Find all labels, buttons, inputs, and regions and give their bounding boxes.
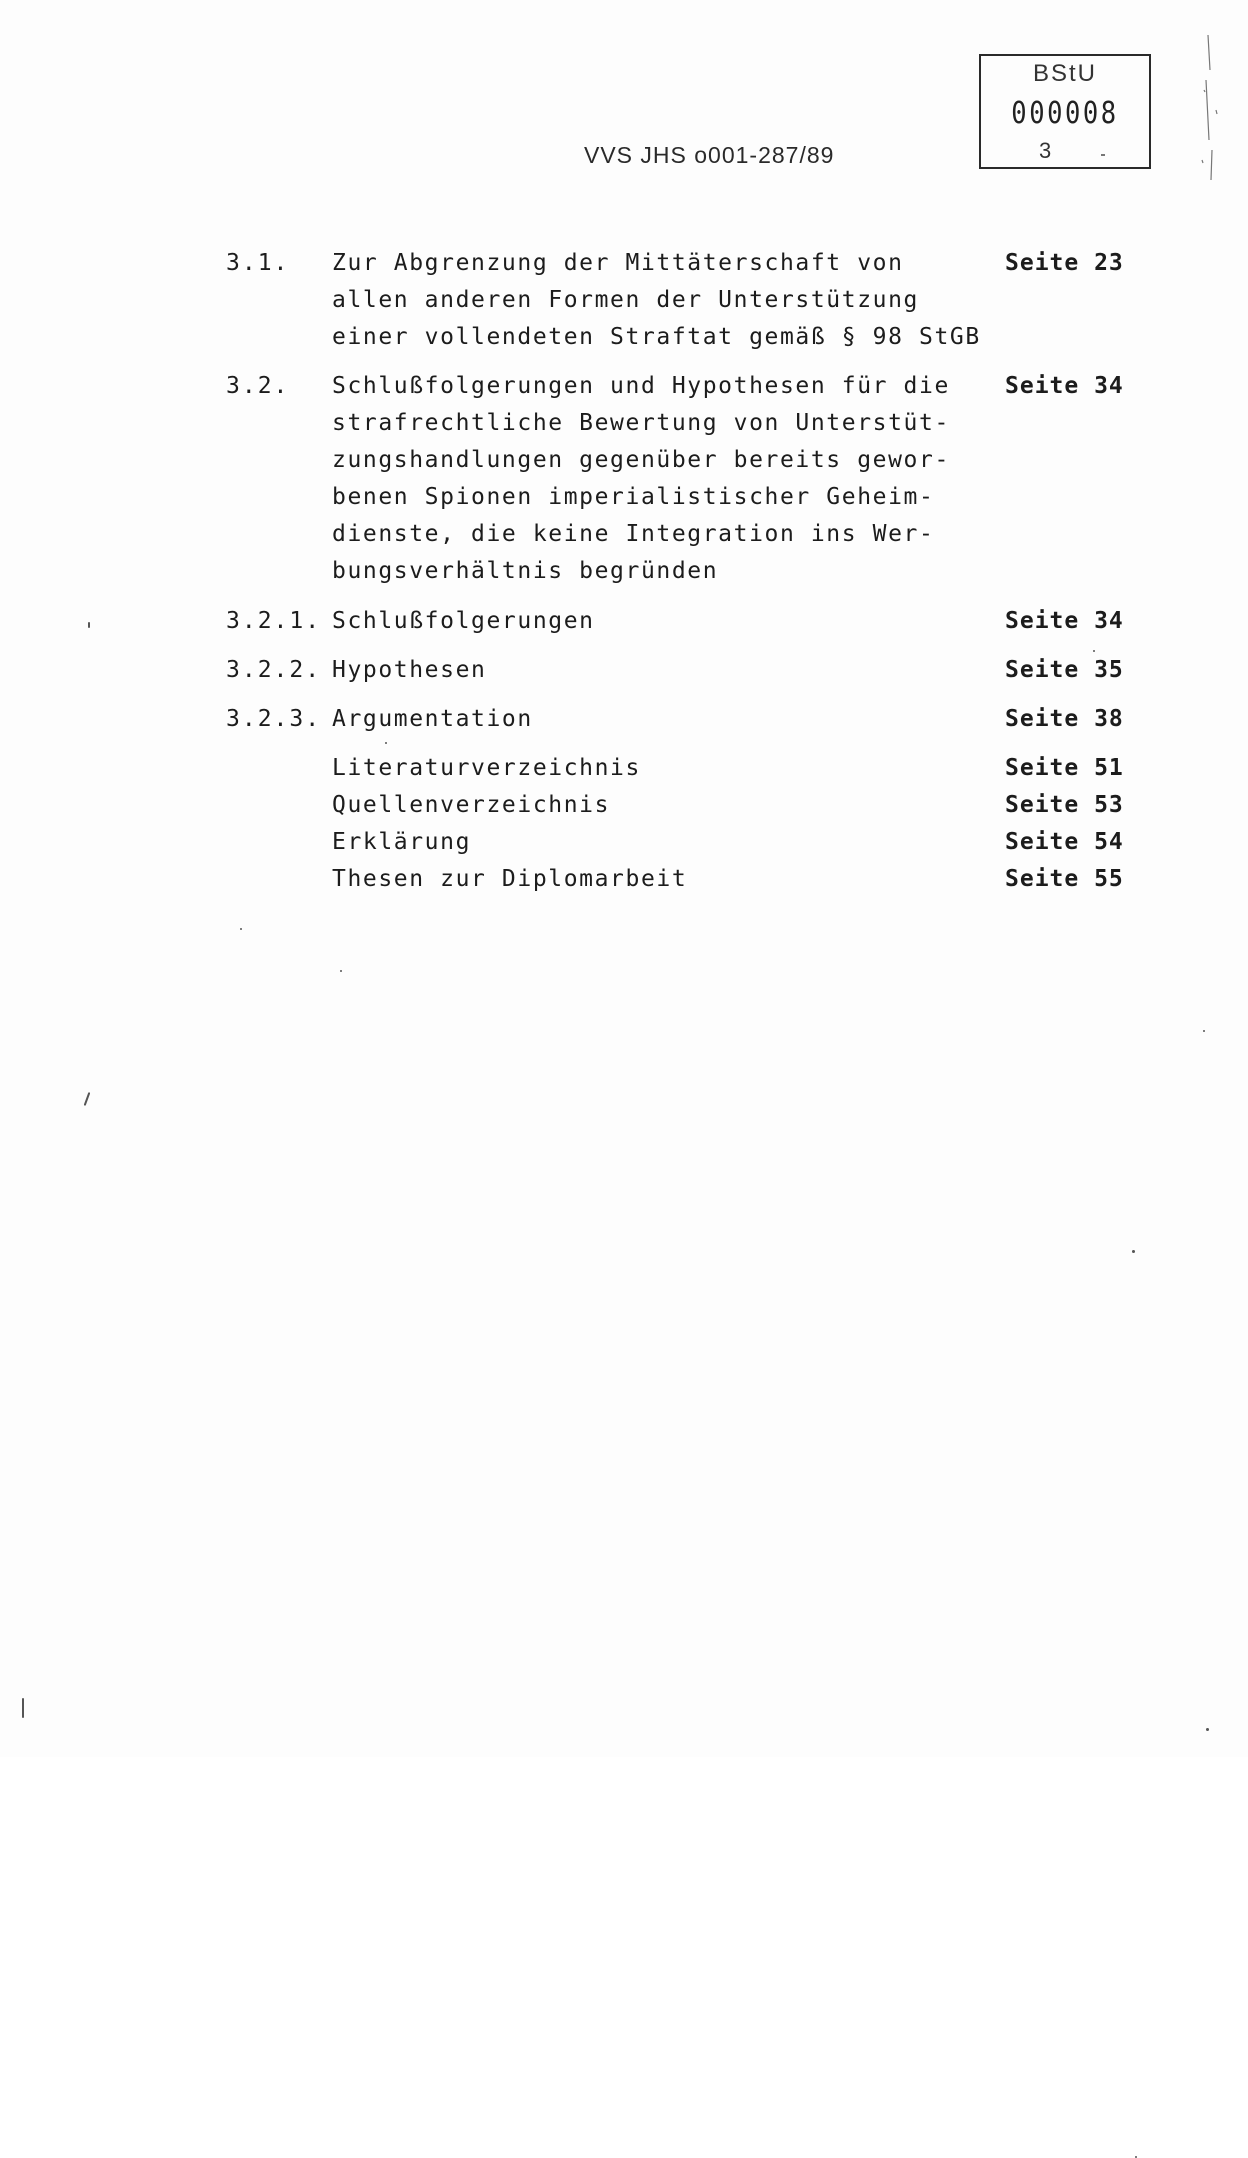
stamp-mark: [1101, 154, 1105, 156]
toc-entry-line: Thesen zur Diplomarbeit: [332, 866, 688, 892]
stamp-page: 3: [1039, 138, 1052, 163]
archive-stamp: [979, 54, 1151, 169]
stamp-agency: BStU: [1032, 60, 1097, 87]
scan-speck: [240, 928, 242, 930]
toc-entry-page: Seite 34: [1005, 608, 1124, 634]
toc-entry-line: bungsverhältnis begründen: [332, 558, 719, 584]
toc-entry-page: Seite 51: [1005, 755, 1124, 781]
toc-entry-page: Seite 54: [1005, 829, 1124, 855]
toc-entry-line: dienste, die keine Integration ins Wer-: [332, 521, 935, 547]
toc-entry-number: 3.2.3.: [226, 706, 322, 732]
toc-entry-line: einer vollendeten Straftat gemäß § 98 StGB: [332, 324, 981, 350]
toc-entry-number: 3.2.: [226, 373, 290, 399]
toc-entry-page: Seite 35: [1005, 657, 1124, 683]
scan-speck: [88, 622, 90, 628]
toc-entry-line: benen Spionen imperialistischer Geheim-: [332, 484, 935, 510]
toc-entry-number: 3.2.1.: [226, 608, 322, 634]
toc-entry-line: zungshandlungen gegenüber bereits gewor-: [332, 447, 950, 473]
toc-entry-line: Erklärung: [332, 829, 472, 855]
toc-entry-line: Argumentation: [332, 706, 533, 732]
toc-entry-number: 3.1.: [226, 250, 290, 276]
toc-entry-line: Literaturverzeichnis: [332, 755, 641, 781]
scan-speck: [84, 1092, 91, 1106]
toc-entry-line: Zur Abgrenzung der Mittäterschaft von: [332, 250, 904, 276]
toc-entry-line: strafrechtliche Bewertung von Unterstüt-: [332, 410, 950, 436]
scan-speck: [22, 1698, 24, 1718]
toc-entry-line: allen anderen Formen der Unterstützung: [332, 287, 919, 313]
toc-entry-number: 3.2.2.: [226, 657, 322, 683]
scan-speck: [340, 970, 342, 972]
scan-speck: [1203, 1030, 1205, 1032]
toc-entry-page: Seite 23: [1005, 250, 1124, 276]
toc-entry-page: Seite 34: [1005, 373, 1124, 399]
toc-entry-line: Quellenverzeichnis: [332, 792, 611, 818]
toc-entry-page: Seite 55: [1005, 866, 1124, 892]
toc-entry-line: Schlußfolgerungen: [332, 608, 595, 634]
scan-speck: [385, 742, 387, 744]
scan-edge-marks: [1200, 30, 1230, 230]
toc-entry-page: Seite 38: [1005, 706, 1124, 732]
toc-entry-line: Schlußfolgerungen und Hypothesen für die: [332, 373, 950, 399]
scan-speck: [1093, 650, 1095, 652]
scan-speck: [1132, 1250, 1135, 1253]
toc-entry-line: Hypothesen: [332, 657, 487, 683]
scan-speck: [1206, 1728, 1209, 1731]
toc-entry-page: Seite 53: [1005, 792, 1124, 818]
stamp-number: 000008: [1011, 96, 1119, 131]
document-reference: VVS JHS o001-287/89: [584, 142, 835, 168]
